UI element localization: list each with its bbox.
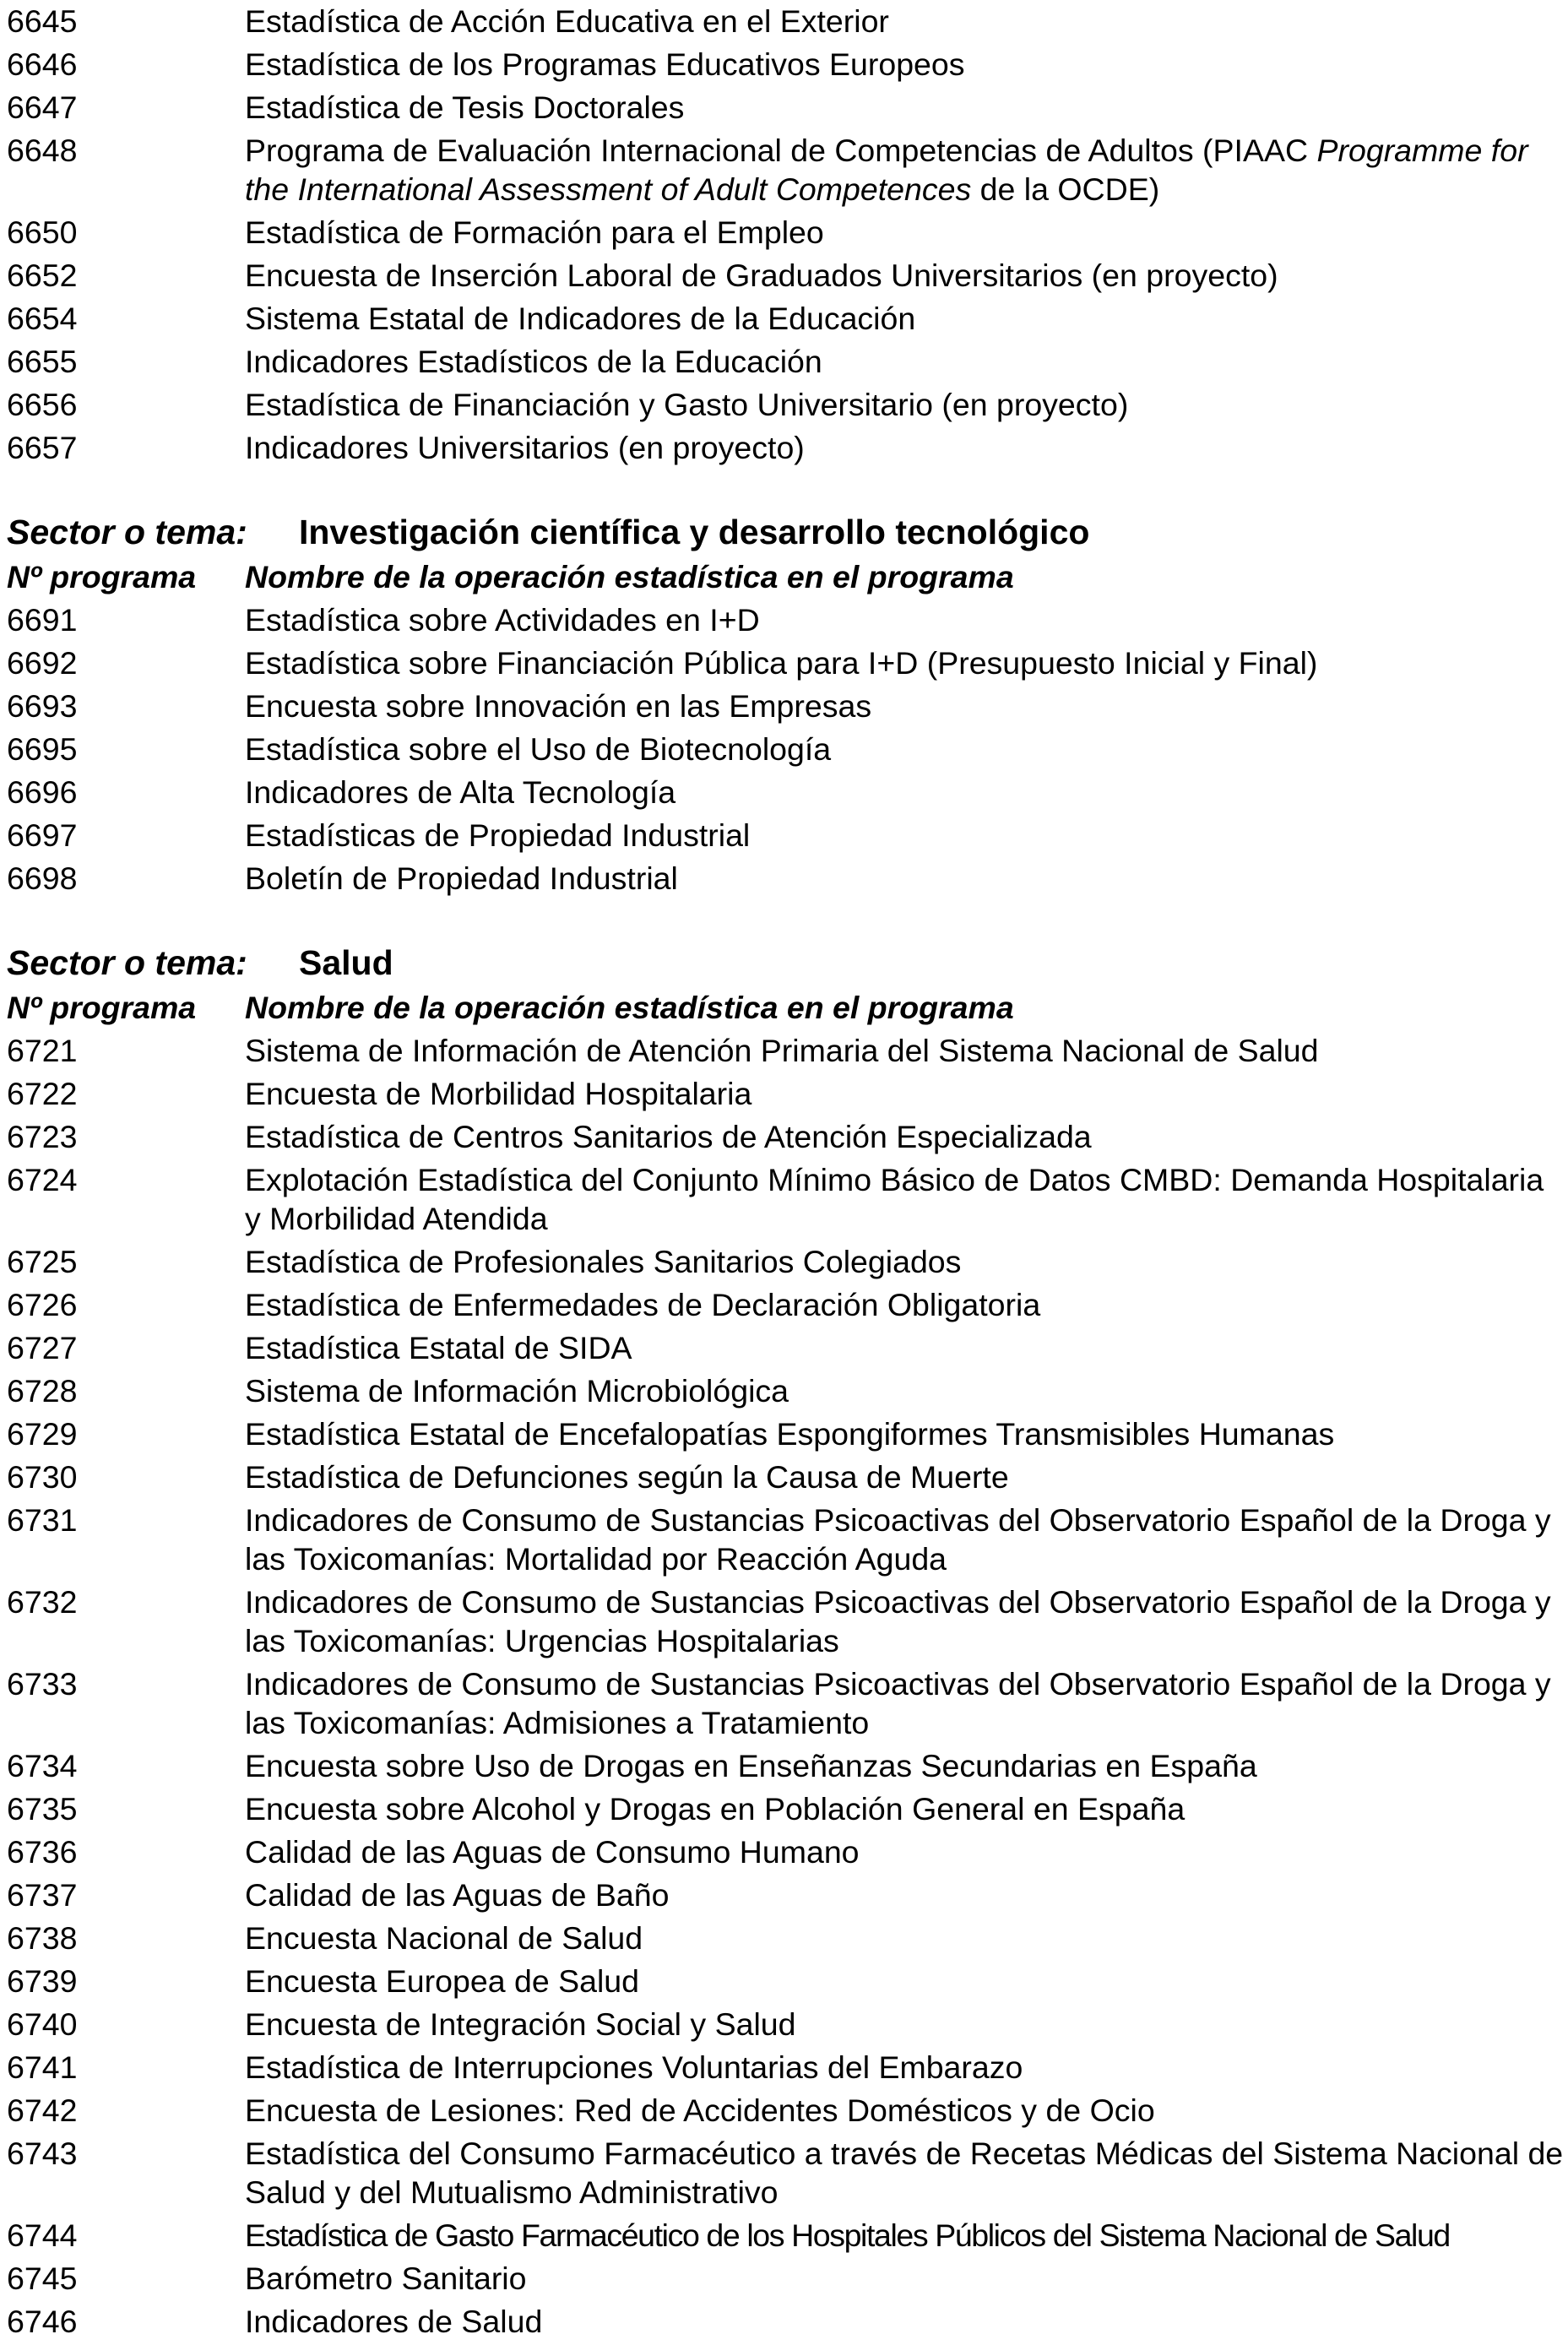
column-header-row (7, 988, 1565, 1027)
operation-name: Sistema de Información Microbiológica (245, 1373, 789, 1409)
operation-name: Sistema de Información de Atención Primaria del Sistema Nacional de Salud (245, 1033, 1319, 1068)
operation-name: Calidad de las Aguas de Consumo Humano (245, 1834, 860, 1870)
program-row (7, 1582, 1565, 1660)
operation-name: Estadística de Profesionales Sanitarios Colegiados (245, 1244, 962, 1279)
operation-name: Sistema Estatal de Indicadores de la Educación (245, 301, 916, 336)
program-number: 6731 (7, 1502, 78, 1538)
sector-heading (7, 942, 1565, 984)
operation-name (245, 131, 1565, 209)
program-row (7, 385, 1565, 424)
program-number: 6733 (7, 1666, 78, 1702)
program-row (7, 1789, 1565, 1828)
program-number: 6743 (7, 2136, 78, 2171)
program-row (7, 2, 1565, 41)
program-number: 6735 (7, 1791, 78, 1827)
program-number: 6741 (7, 2049, 78, 2085)
column-header-row (7, 557, 1565, 596)
program-number: 6728 (7, 1373, 78, 1409)
program-number: 6652 (7, 258, 78, 293)
program-row (7, 2091, 1565, 2130)
program-row (7, 687, 1565, 725)
column-header-program-number: Nº programa (7, 990, 197, 1025)
program-row (7, 45, 1565, 84)
operation-name: Estadística de Interrupciones Voluntarias del Embarazo (245, 2049, 1023, 2085)
sector-heading (7, 511, 1565, 553)
program-row (7, 1117, 1565, 1156)
operation-name: Encuesta sobre Innovación en las Empresas (245, 688, 872, 724)
operation-name: Encuesta sobre Alcohol y Drogas en Población General en España (245, 1791, 1185, 1827)
column-header-operation-name: Nombre de la operación estadística en el programa (245, 990, 1014, 1025)
operation-name-part: Programa de Evaluación Internacional de Competencias de Adultos (PIAAC (245, 133, 1317, 168)
program-number: 6647 (7, 90, 78, 125)
program-number: 6742 (7, 2093, 78, 2128)
program-number: 6646 (7, 46, 78, 82)
program-row (7, 643, 1565, 682)
operation-name: Estadística sobre el Uso de Biotecnología (245, 731, 832, 767)
program-number: 6725 (7, 1244, 78, 1279)
program-number: 6740 (7, 2006, 78, 2042)
program-number: 6657 (7, 430, 78, 465)
operation-name: Estadística de Centros Sanitarios de Atención Especializada (245, 1119, 1092, 1154)
operation-name: Estadística sobre Financiación Pública para I+D (Presupuesto Inicial y Final) (245, 645, 1318, 681)
program-number: 6730 (7, 1459, 78, 1495)
program-number: 6745 (7, 2261, 78, 2296)
sector-title: Salud (299, 943, 393, 982)
operation-name-part: de la OCDE) (971, 171, 1160, 207)
program-row (7, 342, 1565, 381)
operation-name-italic-part: Programme for the International Assessment of Adult Competences (245, 133, 1528, 207)
program-number: 6656 (7, 387, 78, 422)
operation-name: Encuesta sobre Uso de Drogas en Enseñanzas Secundarias en España (245, 1748, 1257, 1783)
program-number: 6648 (7, 133, 78, 168)
program-row (7, 773, 1565, 812)
operation-name: Estadística Estatal de SIDA (245, 1330, 632, 1365)
operation-name: Encuesta de Morbilidad Hospitalaria (245, 1076, 752, 1111)
program-number: 6722 (7, 1076, 78, 1111)
program-number: 6732 (7, 1584, 78, 1620)
operation-name: Indicadores de Salud (245, 2304, 543, 2339)
operation-name: Encuesta de Inserción Laboral de Graduados Universitarios (en proyecto) (245, 258, 1278, 293)
program-row (7, 1371, 1565, 1410)
program-number: 6738 (7, 1920, 78, 1956)
program-number: 6695 (7, 731, 78, 767)
program-row (7, 256, 1565, 295)
program-number: 6650 (7, 214, 78, 250)
operation-name: Explotación Estadística del Conjunto Mínimo Básico de Datos CMBD: Demanda Hospitalaria y Morbilidad Atendida (245, 1162, 1544, 1236)
program-row (7, 1160, 1565, 1238)
operation-name: Estadística Estatal de Encefalopatías Espongiformes Transmisibles Humanas (245, 1416, 1335, 1452)
statistics-program-list (7, 0, 1565, 2345)
program-row (7, 2134, 1565, 2212)
program-row (7, 1074, 1565, 1113)
program-number: 6691 (7, 602, 78, 638)
operation-name: Estadísticas de Propiedad Industrial (245, 817, 751, 853)
operation-name: Encuesta Europea de Salud (245, 1963, 640, 1999)
program-number: 6746 (7, 2304, 78, 2339)
program-number: 6737 (7, 1877, 78, 1913)
program-number: 6739 (7, 1963, 78, 1999)
column-header-program-number: Nº programa (7, 559, 197, 594)
program-row (7, 88, 1565, 127)
program-row (7, 1242, 1565, 1281)
program-number: 6654 (7, 301, 78, 336)
program-row (7, 1328, 1565, 1367)
program-row (7, 816, 1565, 855)
program-number: 6744 (7, 2217, 78, 2253)
operation-name: Barómetro Sanitario (245, 2261, 527, 2296)
sector-label: Sector o tema: (7, 513, 247, 551)
operation-name: Estadística sobre Actividades en I+D (245, 602, 760, 638)
operation-name: Encuesta Nacional de Salud (245, 1920, 643, 1956)
operation-name: Indicadores Universitarios (en proyecto) (245, 430, 805, 465)
program-number: 6696 (7, 774, 78, 810)
program-row (7, 2302, 1565, 2341)
operation-name: Estadística de Gasto Farmacéutico de los Hospitales Públicos del Sistema Nacional de Salud (245, 2217, 1450, 2253)
operation-name: Estadística de Tesis Doctorales (245, 90, 685, 125)
program-number: 6693 (7, 688, 78, 724)
program-number: 6721 (7, 1033, 78, 1068)
program-row (7, 730, 1565, 768)
program-row (7, 428, 1565, 467)
program-number: 6723 (7, 1119, 78, 1154)
program-row (7, 2259, 1565, 2298)
program-number: 6729 (7, 1416, 78, 1452)
program-number: 6655 (7, 344, 78, 379)
program-row (7, 2005, 1565, 2044)
sector-label: Sector o tema: (7, 943, 247, 982)
operation-name: Calidad de las Aguas de Baño (245, 1877, 670, 1913)
program-row (7, 1285, 1565, 1324)
operation-name: Encuesta de Lesiones: Red de Accidentes Domésticos y de Ocio (245, 2093, 1155, 2128)
operation-name: Estadística del Consumo Farmacéutico a través de Recetas Médicas del Sistema Nacional de Salud y del Mutualismo Administrativo (245, 2136, 1564, 2210)
program-row (7, 859, 1565, 898)
operation-name: Indicadores de Consumo de Sustancias Psicoactivas del Observatorio Español de la Droga y las Toxicomanías: Mortalidad por Reacción Aguda (245, 1502, 1551, 1577)
program-number: 6645 (7, 3, 78, 39)
operation-name: Estadística de Defunciones según la Causa de Muerte (245, 1459, 1009, 1495)
program-row (7, 299, 1565, 338)
operation-name: Estadística de Enfermedades de Declaración Obligatoria (245, 1287, 1041, 1322)
operation-name: Boletín de Propiedad Industrial (245, 860, 678, 896)
column-header-operation-name: Nombre de la operación estadística en el programa (245, 559, 1014, 594)
program-row (7, 1832, 1565, 1871)
program-number: 6724 (7, 1162, 78, 1197)
program-number: 6736 (7, 1834, 78, 1870)
program-row (7, 2216, 1565, 2255)
program-row (7, 1501, 1565, 1578)
program-row (7, 2048, 1565, 2087)
program-row (7, 1457, 1565, 1496)
operation-name: Indicadores Estadísticos de la Educación (245, 344, 822, 379)
program-row (7, 131, 1565, 209)
program-row (7, 1746, 1565, 1785)
program-number: 6726 (7, 1287, 78, 1322)
operation-name: Indicadores de Consumo de Sustancias Psicoactivas del Observatorio Español de la Droga y las Toxicomanías: Urgencias Hospitalarias (245, 1584, 1551, 1658)
operation-name: Estadística de Formación para el Empleo (245, 214, 824, 250)
program-row (7, 1414, 1565, 1453)
operation-name: Indicadores de Alta Tecnología (245, 774, 676, 810)
program-row (7, 600, 1565, 639)
operation-name: Indicadores de Consumo de Sustancias Psicoactivas del Observatorio Español de la Droga y las Toxicomanías: Admisiones a Tratamiento (245, 1666, 1551, 1740)
program-row (7, 1664, 1565, 1742)
operation-name: Encuesta de Integración Social y Salud (245, 2006, 796, 2042)
program-number: 6734 (7, 1748, 78, 1783)
program-row (7, 1031, 1565, 1070)
program-row (7, 1919, 1565, 1957)
program-row (7, 1962, 1565, 2000)
program-number: 6697 (7, 817, 78, 853)
program-row (7, 213, 1565, 252)
sector-title: Investigación científica y desarrollo tecnológico (299, 513, 1090, 551)
program-number: 6698 (7, 860, 78, 896)
program-number: 6727 (7, 1330, 78, 1365)
program-row (7, 1875, 1565, 1914)
operation-name: Estadística de Financiación y Gasto Universitario (en proyecto) (245, 387, 1129, 422)
operation-name: Estadística de Acción Educativa en el Exterior (245, 3, 889, 39)
operation-name: Estadística de los Programas Educativos Europeos (245, 46, 965, 82)
program-number: 6692 (7, 645, 78, 681)
